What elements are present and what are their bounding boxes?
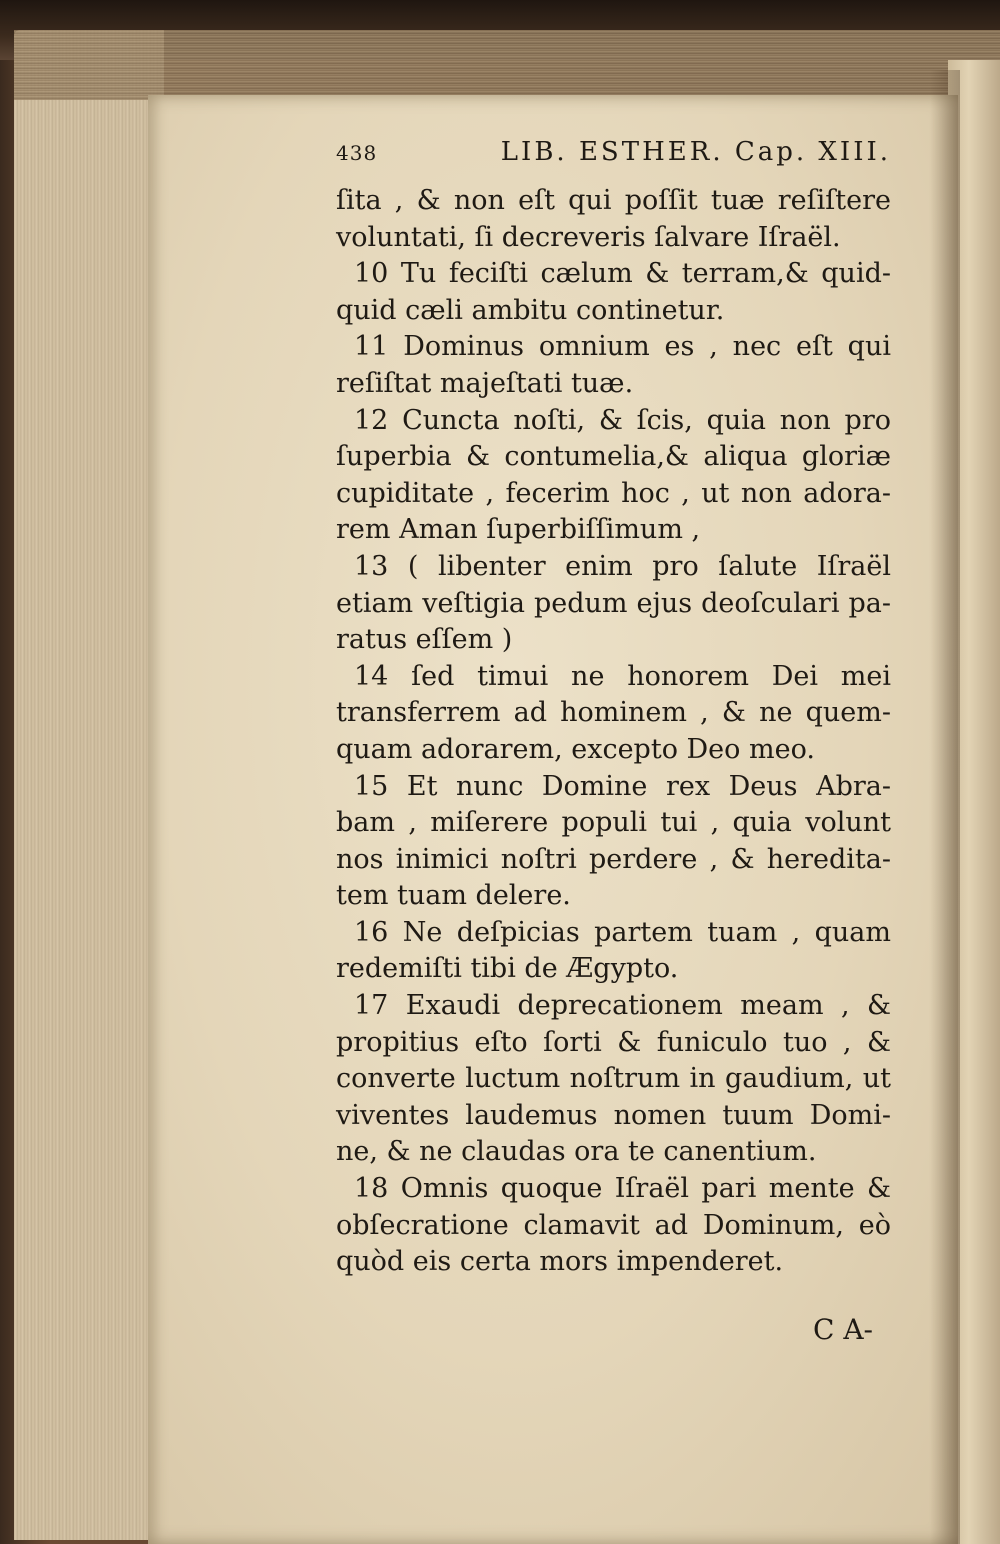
text-line: 15 Et nunc Domine rex Deus Abra- [354, 770, 891, 802]
text-line: 11 Dominus omnium es , nec eſt qui [354, 331, 891, 363]
body-text [336, 183, 891, 1281]
page-number: 438 [336, 141, 378, 165]
text-line: voluntati, ſi decreveris ſalvare Iſraël. [336, 221, 841, 253]
text-line: viventes laudemus nomen tuum Domi- [336, 1099, 891, 1131]
text-line: cupiditate , fecerim hoc , ut non adora- [336, 477, 891, 509]
text-line: 14 ſed timui ne honorem Dei mei [354, 660, 891, 692]
text-line: tem tuam delere. [336, 880, 571, 912]
text-line: ratus eſſem ) [336, 624, 513, 656]
page-stack-edge [14, 30, 164, 1540]
running-title: LIB. ESTHER. Cap. XIII. [500, 137, 891, 167]
gutter-shadow [930, 70, 960, 1544]
text-block [336, 137, 891, 1281]
text-line: 16 Ne deſpicias partem tuam , quam [354, 916, 891, 948]
text-line: quid cæli ambitu continetur. [336, 294, 725, 326]
text-line: propitius eſto ſorti & funiculo tuo , & [336, 1026, 891, 1058]
text-line: reſiſtat majeſtati tuæ. [336, 367, 634, 399]
text-line: ne, & ne claudas ora te canentium. [336, 1136, 817, 1168]
text-line: ſita , & non eſt qui poſſit tuæ reſiſtere [336, 185, 891, 216]
text-line: bam , miſerere populi tui , quia volunt [336, 807, 891, 839]
text-line: ſuperbia & contumelia,& aliqua gloriæ [336, 441, 891, 473]
text-line: quòd eis certa mors impenderet. [336, 1246, 784, 1278]
text-line: 18 Omnis quoque Iſraël pari mente & [354, 1173, 891, 1205]
text-line: rem Aman ſuperbiſſimum , [336, 514, 701, 546]
page-header [336, 137, 891, 183]
text-line: redemiſti tibi de Ægypto. [336, 953, 679, 985]
text-line: transferrem ad hominem , & ne quem- [336, 697, 891, 729]
text-line: 10 Tu feciſti cælum & terram,& quid- [354, 258, 891, 290]
catchword: C A- [813, 1313, 874, 1346]
text-line: nos inimici noſtri perdere , & heredita- [336, 843, 891, 875]
book-page [148, 95, 958, 1544]
page-stack-top-edge [14, 30, 1000, 100]
text-line: etiam veſtigia pedum ejus deoſculari pa- [336, 587, 891, 619]
text-line: 12 Cuncta noſti, & ſcis, quia non pro [354, 404, 891, 436]
text-line: converte luctum noſtrum in gaudium, ut [336, 1063, 891, 1095]
text-line: quam adorarem, excepto Deo meo. [336, 733, 815, 765]
text-line: 13 ( libenter enim pro ſalute Iſraël [354, 550, 891, 582]
text-line: obſecratione clamavit ad Dominum, eò [336, 1209, 891, 1241]
text-line: 17 Exaudi deprecationem meam , & [354, 990, 891, 1022]
